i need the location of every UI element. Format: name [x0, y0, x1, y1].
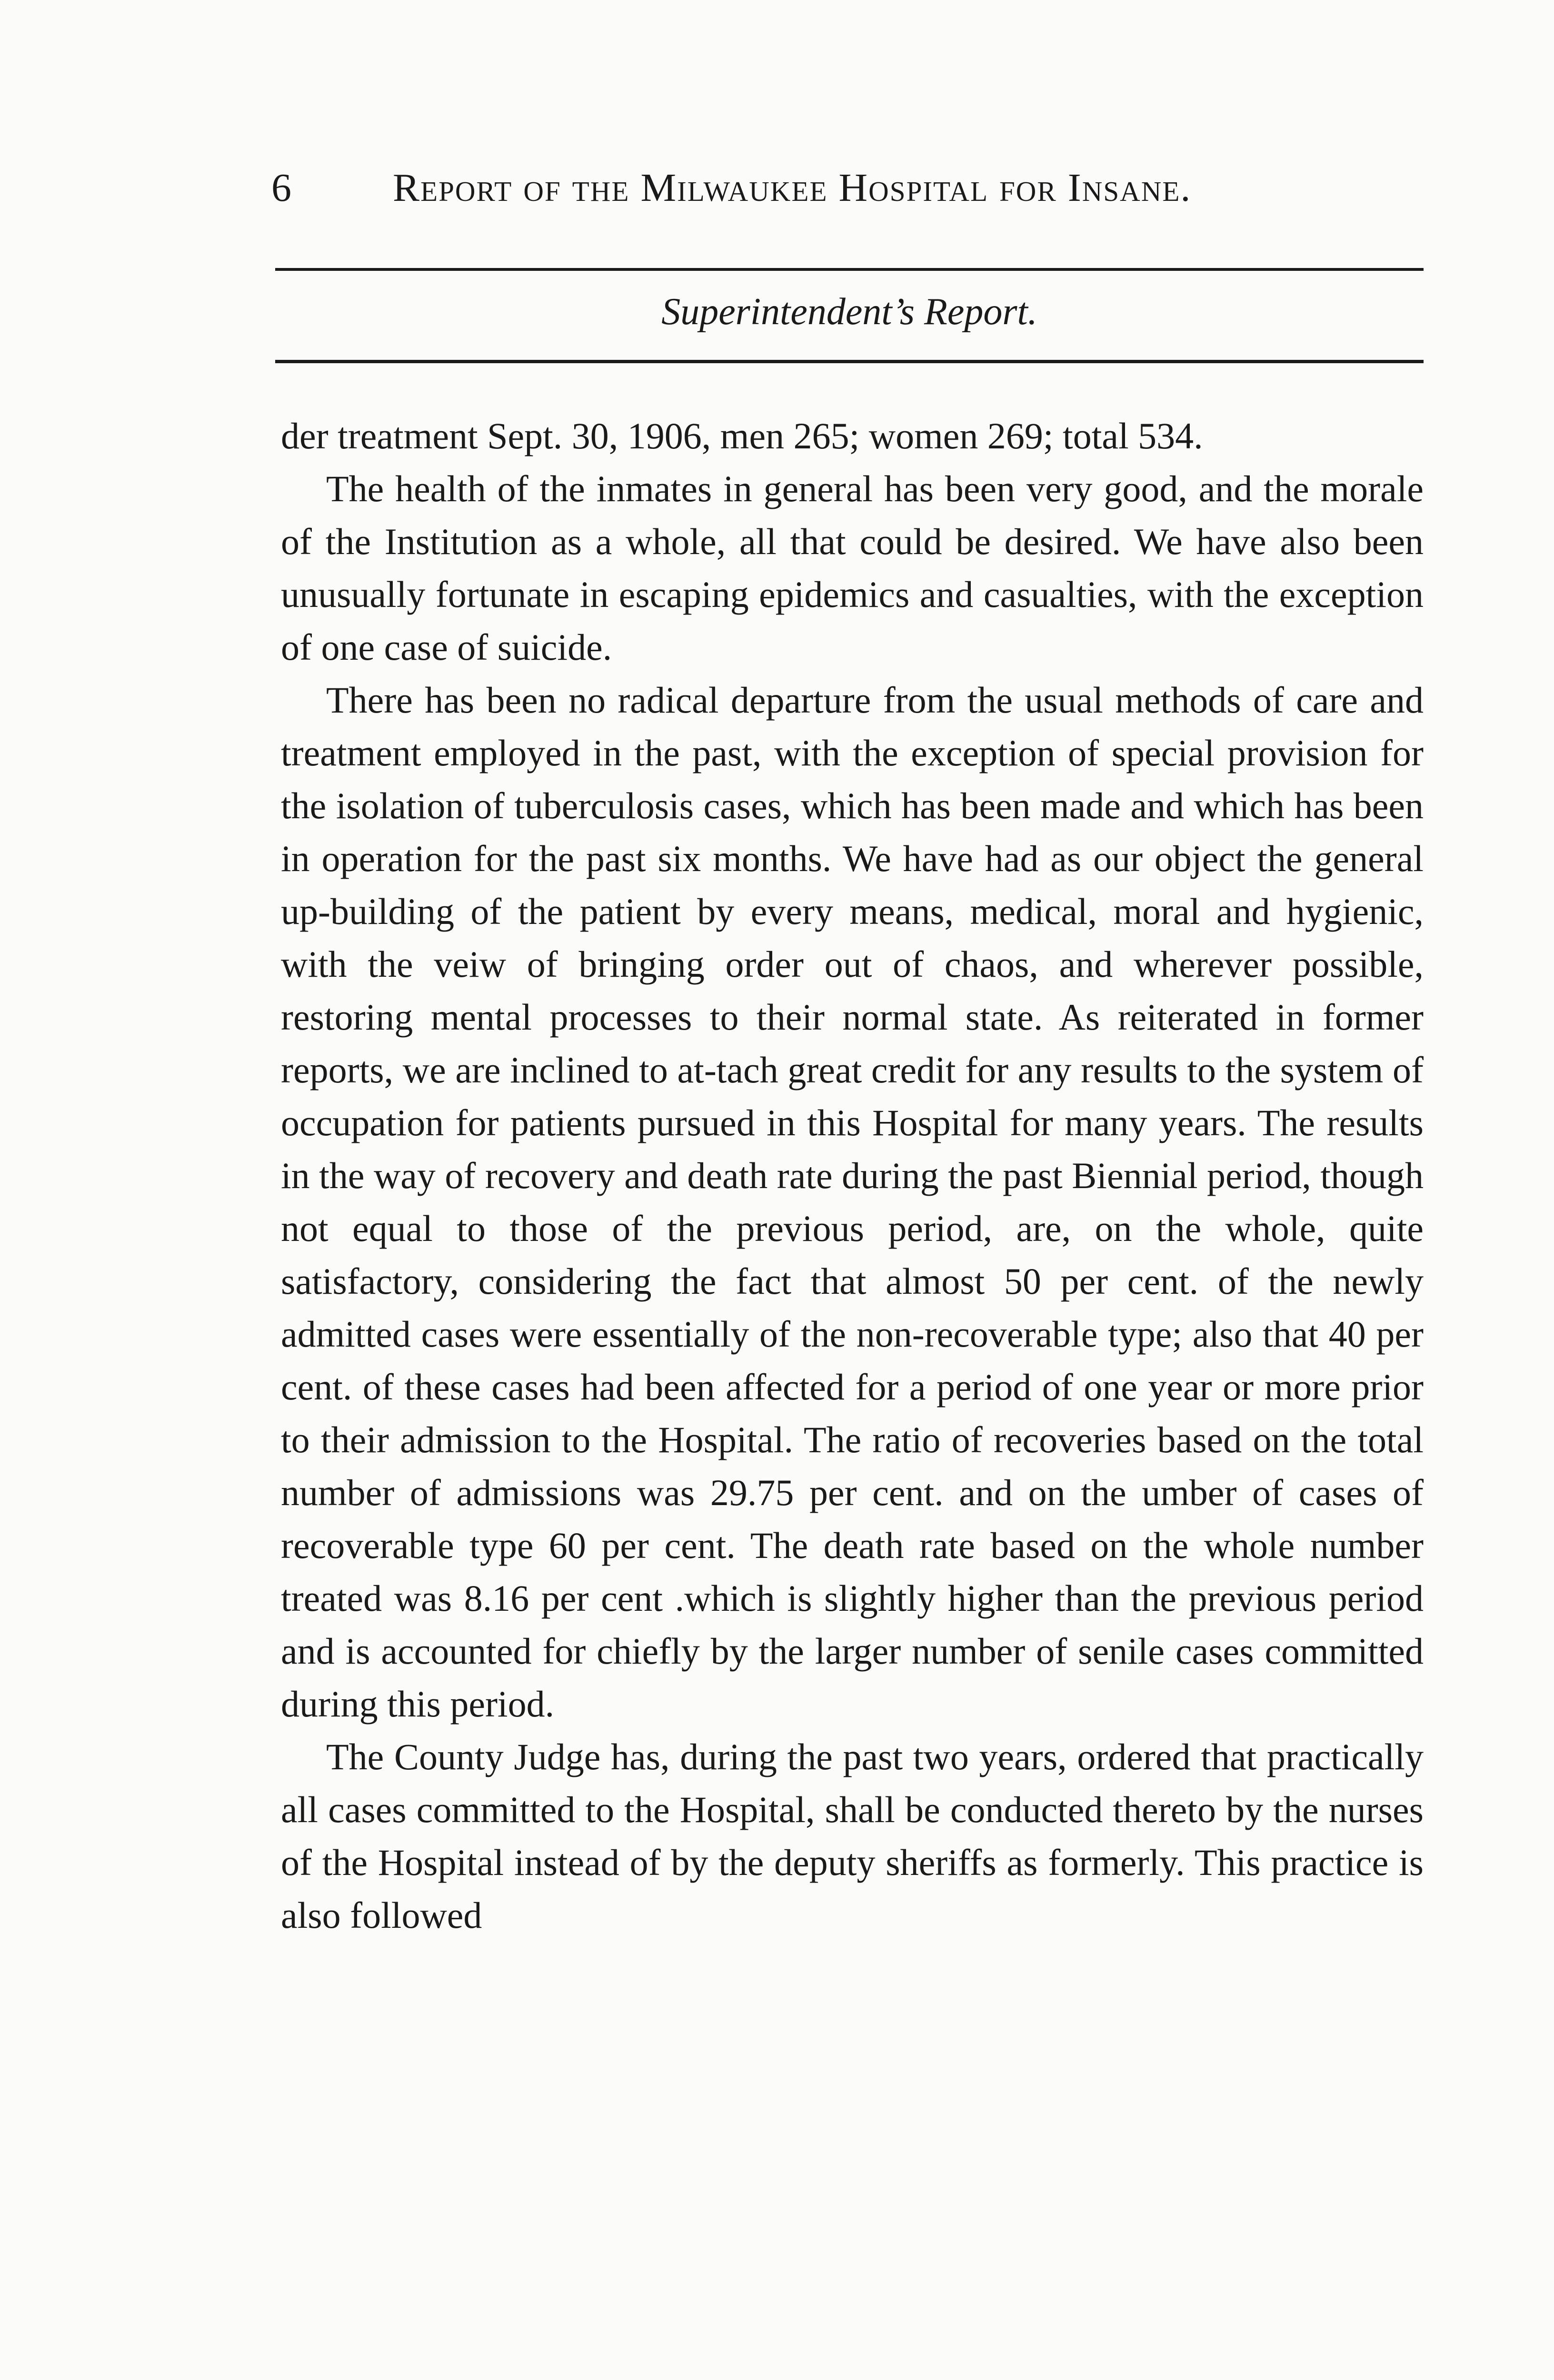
page-number: 6 — [271, 166, 291, 210]
paragraph-county-judge: The County Judge has, during the past two years, ordered that practically all cases committed to the Hospital, shall be conducted thereto by the nurses of the Hospital instead of by the deputy sheriffs as formerly. This practice is also followed — [281, 1736, 1424, 1936]
header-rule-bottom — [275, 360, 1424, 363]
section-heading: Superintendent’s Report. — [661, 291, 1037, 333]
page-header — [271, 159, 1424, 217]
running-title: Report of the Milwaukee Hospital for Insane. — [393, 166, 1192, 210]
paragraph-continued: der treatment Sept. 30, 1906, men 265; women 269; total 534. — [281, 415, 1203, 456]
paragraph-health: The health of the inmates in general has been very good, and the morale of the Institution as a whole, all that could be desired. We have also been unusually fortunate in escaping epidemics and casualties, with the exception of one case of suicide. — [281, 468, 1424, 668]
body-text — [281, 409, 1424, 1942]
header-rule-top — [275, 268, 1424, 271]
paragraph-treatment: There has been no radical departure from the usual methods of care and treatment employed in the past, with the exception of special provision for the isolation of tuberculosis cases, which has been made and which has been in operation for the past six months. We have had as our object the general up-building of the patient by every means, medical, moral and hygienic, with the veiw of bringing order out of chaos, and wherever possible, restoring mental processes to their normal state. As reiterated in former reports, we are inclined to at-tach great credit for any results to the system of occupation for patients pursued in this Hospital for many years. The results in the way of recovery and death rate during the past Biennial period, though not equal to those of the previous period, are, on the whole, quite satisfactory, considering the fact that almost 50 per cent. of the newly admitted cases were essentially of the non-recoverable type; also that 40 per cent. of these cases had been affected for a period of one year or more prior to their admission to the Hospital. The ratio of recoveries based on the total number of admissions was 29.75 per cent. and on the umber of cases of recoverable type 60 per cent. The death rate based on the whole number treated was 8.16 per cent .which is slightly higher than the previous period and is accounted for chiefly by the larger number of senile cases committed during this period. — [281, 679, 1424, 1725]
